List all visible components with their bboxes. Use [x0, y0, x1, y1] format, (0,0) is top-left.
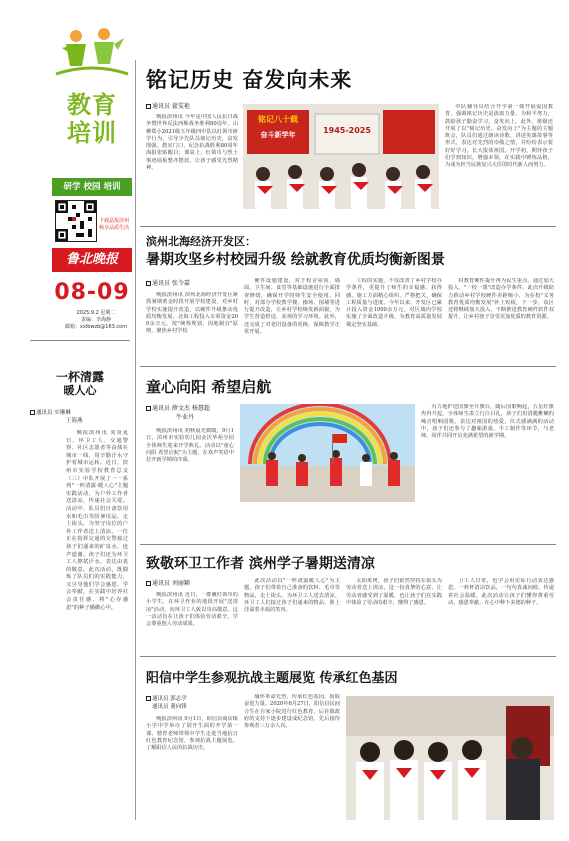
side-article-title: 一杯清露: [55, 370, 104, 384]
byline-box-icon: [146, 581, 151, 586]
article4-body-col1: [146, 592, 238, 652]
article1-body-col1: [146, 114, 238, 226]
issue-editor: 责编：李海静: [80, 317, 111, 323]
byline-box-icon: [30, 410, 35, 415]
section-divider-4: [140, 656, 556, 657]
article2-kicker: 滨州北海经济开发区：: [146, 235, 256, 248]
qr-code[interactable]: [55, 200, 97, 242]
article1-byline: [146, 101, 190, 110]
qr-caption: [99, 218, 135, 232]
article2-body-col4: [448, 278, 554, 358]
byline-box-icon: [146, 406, 151, 411]
photo-banner-text: 铭记八十载: [258, 115, 298, 124]
article4-body-col3: [346, 578, 442, 652]
side-byline-2: 王海燕: [66, 418, 83, 424]
article3-headline: 童心向阳 希望启航: [146, 378, 272, 396]
article2-byline: [146, 278, 190, 287]
side-article-byline: [30, 408, 130, 424]
article3-byline-text: 通讯员 薛文杰 杨慧超: [152, 405, 210, 412]
article3-text-right: 有力地护送国旗至升旗台，随后国歌响起，五星红旗冉冉升起，全体师生肃立行注目礼，孩子们用清脆稚嫩的嗓音唱响国歌，表达对祖国的热爱。仪式感满满的活动中，孩子们还参与了趣味游戏、手工制作等环节，与老师、同伴共同开启充满希望的新学期。: [421, 404, 554, 440]
qr-caption-line1: 下载晶报滨州: [99, 218, 130, 224]
issue-email: 邮箱：xxlbwzb@163.com: [64, 324, 128, 330]
byline-box-icon: [146, 104, 151, 109]
article1-headline: 铭记历史 奋发向未来: [146, 68, 353, 92]
article4-byline-text: 通讯员 刘丽颖: [152, 580, 190, 587]
article5-byline: [146, 694, 187, 710]
article2-body-col2: [244, 278, 340, 358]
section-divider-1: [140, 226, 556, 227]
exhibition-visit-photo-icon: [346, 696, 554, 820]
article5-byline-text-2: 通讯员 董向锋: [152, 704, 187, 710]
byline-box-icon: [146, 696, 151, 701]
article1-byline-text: 通讯员 翟雯艳: [152, 103, 190, 110]
article1-text-1: 晚报滨州讯 今年是中国人民抗日战争暨世界反法西斯战争胜利80周年，山柳郑小2021级五年级四中队以红领巾研学行为，引导少先队员铭记历史，奋发图强。教室门口，纪念抗战胜利80周年海报张贴醒目；课桌上，红领巾与烈士事迹展板整齐摆放，让孩子感受先烈精神。: [146, 114, 238, 172]
section-divider-2: [140, 366, 556, 367]
column-title: 教育: [67, 91, 117, 119]
article2-headline: 暑期攻坚乡村校园升级 绘就教育优质均衡新图景: [146, 252, 445, 268]
qr-caption-line2: 畅享品质生活: [99, 225, 130, 231]
column-title-2: 培训: [67, 119, 117, 147]
article5-byline-text: 通讯员 郭志学: [152, 696, 187, 702]
qr-code-icon: [56, 201, 96, 241]
photo-board-text: 1945-2025: [323, 126, 371, 135]
article2-text-3: 工程的实施，不仅改善了乡村学校办学条件，更提升了师生的幸福感、获得感。施工方面精心组织、严格把关，确保工程质量与进度。今年以来，开发区已累计投入资金1000余万元，对区域内学校实施了全面改造升级，为教育高质量发展奠定坚实基础。: [346, 278, 442, 328]
article2-byline-text: 通讯员 张令嘉: [152, 280, 190, 287]
article5-photo: [346, 696, 554, 820]
kindergarten-ceremony-photo-icon: [240, 404, 415, 502]
page-date: 08-09: [54, 280, 130, 305]
article5-text-2: 缅怀革命先烈，传承红色基因，汲取奋进力量。2020年6月27日，阳信县民间合生在自家小院进行红色教育，后在镇政府的支持下逐步建设成纪念馆，先后接待参观者三万余人次。: [244, 694, 340, 730]
byline-box-icon: [146, 281, 151, 286]
article3-photo: [240, 404, 415, 502]
article2-text-2: 硬件设施建设。对于校舍屋顶、墙面、卫生间、食堂等基础设施进行全面排查修缮，确保开学时师生安全使用。同时，对部分学校教学楼、操场、围墙等进行提升改造，让乡村学校焕发新面貌，为学生营造舒适、美观的学习环境。此外，还完成了对老旧设备的更换，保障教学正常开展。: [244, 278, 340, 336]
issue-info: [60, 310, 132, 331]
article4-text-4: 卫工人日常，也学会用实际行动表达感恩。一杯杯清凉饮品，一句句真诚问候，传递着社会温暖。此次活动让孩子们懂得尊重劳动、感恩奉献，在心中种下美德的种子。: [448, 578, 554, 606]
issue-date: 2025.9.2 星期二: [76, 310, 116, 316]
article3-body: [146, 428, 234, 540]
article4-text-1: 晚报滨州讯 近日，一群戴红领巾的小学生，在环卫作业的地段开展"送清凉"活动，向环卫工人致以崇高敬意。这一活动旨在让孩子们体验劳动艰辛，学会尊重他人劳动成果。: [146, 592, 238, 628]
article5-body-col2: [244, 694, 340, 806]
article3-text: 晚报滨州讯 初秋晨光微暖，9月1日，滨州市实验幼儿园金沃华苑分园全体师生迎来开学典礼。活动以"童心向阳 希望启航"为主题，在欢声笑语中拉开新学期的序幕。: [146, 428, 234, 464]
article4-text-3: 太阳炙烤，孩子们依然坚持在街头为劳动者送上清凉，这一份真挚的心意，让劳动者感受到了温暖，也让孩子们在实践中体验了劳动的艰辛，懂得了感恩。: [346, 578, 442, 606]
article2-body-col3: [346, 278, 442, 358]
article3-byline-text-2: 牛业丹: [176, 414, 195, 421]
article3-body-right: [421, 404, 554, 524]
article2-body-col1: [146, 292, 238, 356]
article3-byline: [146, 403, 210, 421]
article1-body-col2: [445, 104, 553, 204]
side-byline-1: 通讯员 实琳琳: [36, 410, 71, 416]
sidebar-divider: [30, 340, 130, 341]
main-column-divider: [135, 60, 136, 820]
photo-caption-text: 奋斗新学年: [260, 131, 296, 139]
masthead-illustration: [52, 22, 132, 82]
article5-body-col1: [146, 716, 238, 826]
article2-text-1: 晚报滨州讯 滨州北海经济开发区紧抓暑期黄金时段开展学校建设，对乡村学校实施提升改造，以硬件升级推动优质均衡发展。北海工程投入专项资金200余万元，按"统筹规划、因地制宜"原则，聚焦乡村学校: [146, 292, 238, 335]
article1-text-2: 中队辅导员结合开学第一课开展爱国教育，强调铭记历史是汲取力量，为和平努力，鼓励孩子勤奋学习，奋发向上。此外，班级还开展了以"铭记历史，奋发向上"为主题的主题班会，队员们通过朗读诗歌、讲述英雄故事等形式，表达对先烈的崇敬之情，并纷纷表示要好好学习，长大报效祖国。开学初，期待孩子们学到知识，增强本领，在实践中锤炼品格，为成为担当民族复兴大任的时代新人而努力。: [445, 104, 553, 169]
article4-headline: 致敬环卫工作者 滨州学子暑期送清凉: [146, 556, 375, 572]
article5-text-1: 晚报滨州讯 9月1日，阳信县商店镇小学中学举办了别开生面的开学第一课，德育老师带领中学生走进当地抗日红色教育纪念馆，参观抗战主题展览，了解阳信人民的抗战历史。: [146, 716, 238, 752]
article5-headline: 阳信中学生参观抗战主题展览 传承红色基因: [146, 671, 398, 686]
article4-body-col4: [448, 578, 554, 652]
side-article-text: 晚报滨州讯 炎炎夏日，环卫工人、交通警察、社区志愿者等奋战在城市一线，用辛勤汗水守护着城市运转。近日，滨州市实验学校教育总支（三）中队开展了一一系列"一杯清露·暖人心"主题实践活动，为户外工作者送清凉，传递社会关爱。活动中，队员们自备饮用水和毛巾等防暑用品，走上街头，为坚守岗位的户外工作者送上清凉。一位正在指挥交通的交警接过孩子们递来的矿泉水，连声道谢。孩子们还为环卫工人擦拭汗水，表达由衷的敬意。此次活动，既锻炼了队员们的实践能力，又引导他们学会感恩、学会奉献，在实践中培养社会责任感，将"心存感恩"的种子播撒心中。: [66, 430, 128, 611]
article1-photo: [243, 104, 439, 209]
column-tagline: 研学 校园 培训: [52, 178, 132, 196]
article4-text-2: 此次活动以"一杯清露暖人心"为主题，孩子们带着自己准备的饮料、毛巾等物品，走上街头，为环卫工人送去清凉。环卫工人们接过孩子们递来的物品，脸上洋溢着幸福的笑容。: [244, 578, 340, 614]
section-divider-3: [140, 544, 556, 545]
side-article: [30, 370, 130, 830]
side-article-body: [66, 430, 128, 830]
paper-logo: 鲁北晚报: [52, 248, 132, 272]
children-figures-icon: [52, 22, 132, 82]
side-article-title-2: 暖人心: [63, 384, 97, 397]
article2-text-4: 村教育硬件提升再为民生重点，通过加大投入、"一校一策"改造办学条件。此次升级助力推动乡村学校硬件差距缩小，为在校"义务教育优质均衡发展"补上短板。下一步，该区还将继续加大投入，不断推进教育硬件软件双提升，让乡村孩子享受更加优质的教育资源。: [448, 278, 554, 321]
article4-byline: [146, 578, 190, 587]
article4-body-col2: [244, 578, 340, 652]
